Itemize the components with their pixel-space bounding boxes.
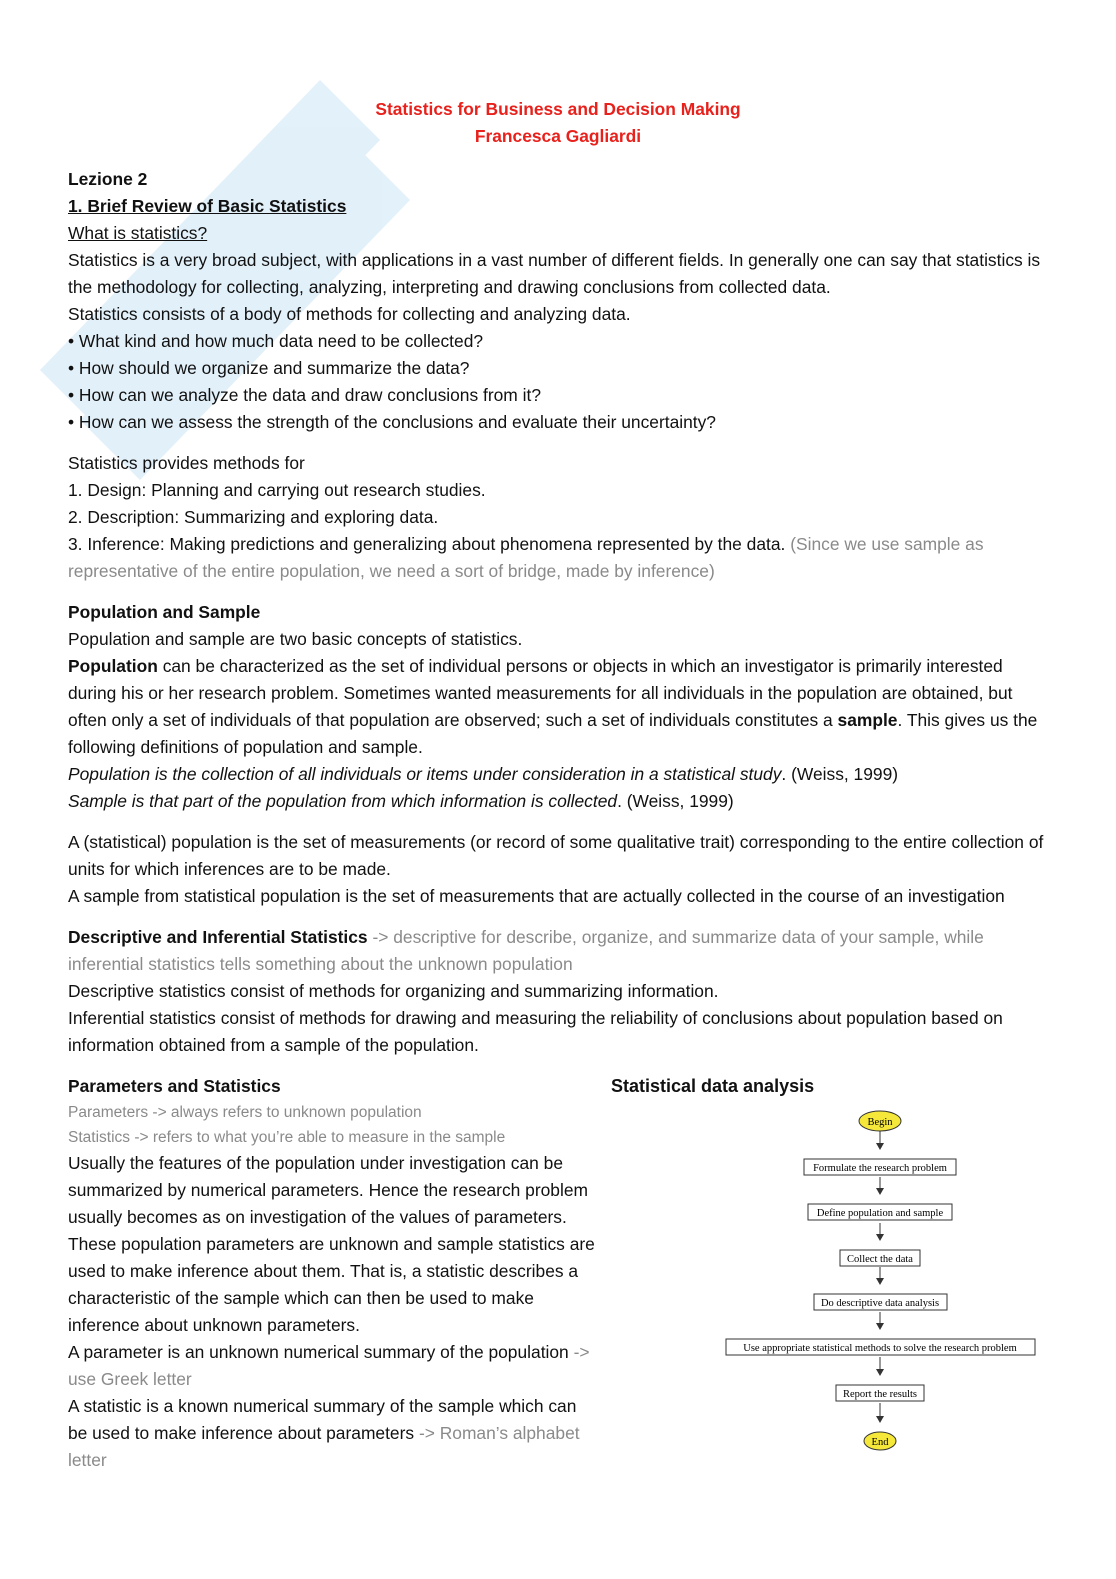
parameters-column — [68, 1073, 596, 1474]
statistic-definition-text: A statistic is a known numerical summary of the sample which can be used to make inference about parameters — [68, 1396, 577, 1443]
lesson-label: Lezione 2 — [68, 169, 148, 189]
flow-step-label: Define population and sample — [816, 1208, 944, 1219]
statistical-population-paragraph: A (statistical) population is the set of measurements (or record of some qualitative trait) corresponding to the entire collection of units for which inferences are to be made. — [68, 832, 1044, 879]
descriptive-note: -> descriptive for describe, organize, and summarize data of your sample, while inferential statistics tells something about the unknown population — [68, 927, 984, 974]
flow-step-label: Formulate the research problem — [813, 1163, 947, 1174]
methods-intro: Statistics provides methods for — [68, 453, 305, 473]
document-title: Statistics for Business and Decision Making — [375, 99, 741, 119]
bullet-item: • How can we analyze the data and draw conclusions from it? — [68, 385, 541, 405]
method-item: 1. Design: Planning and carrying out research studies. — [68, 480, 486, 500]
parameter-note: -> use Greek letter — [68, 1342, 590, 1389]
statistic-note: -> Roman’s alphabet letter — [68, 1423, 580, 1470]
population-term: Population — [68, 656, 158, 676]
flow-step-label: Use appropriate statistical methods to solve the research problem — [743, 1343, 1017, 1354]
inference-text: 3. Inference: Making predictions and generalizing about phenomena represented by the data. — [68, 534, 786, 554]
population-heading: Population and Sample — [68, 602, 261, 622]
bullet-item: • How can we assess the strength of the conclusions and evaluate their uncertainty? — [68, 412, 716, 432]
sample-term: sample — [837, 710, 898, 730]
flowchart-title: Statistical data analysis — [611, 1076, 815, 1096]
method-item: 2. Description: Summarizing and exploring data. — [68, 507, 439, 527]
parameter-definition-text: A parameter is an unknown numerical summary of the population — [68, 1342, 569, 1362]
population-end: . This gives us the following definitions of population and sample. — [68, 710, 1038, 757]
definition-ref: . (Weiss, 1999) — [781, 764, 899, 784]
inference-paragraph — [68, 531, 1048, 585]
population-line: Population and sample are two basic concepts of statistics. — [68, 629, 523, 649]
parameter-definition — [68, 1339, 596, 1393]
definition-text: Population is the collection of all individuals or items under consideration in a statistical study — [68, 764, 782, 784]
intro-paragraph: Statistics is a very broad subject, with applications in a vast number of different fields. In generally one can say that statistics is the methodology for collecting, analyzing, interpreting and drawing conclusions from collected data. — [68, 250, 1041, 297]
flow-step-label: Do descriptive data analysis — [820, 1298, 940, 1309]
population-text: can be characterized as the set of individual persons or objects in which an investigator is primarily interested during his or her research problem. Sometimes wanted measurements for all individuals in the population are obtained, but often only a set of individuals of that population are observed; such a set of individuals constitutes a — [68, 656, 1013, 730]
flow-begin-label: Begin — [867, 1117, 893, 1128]
flowchart-column — [611, 1073, 1048, 1448]
two-column-section — [68, 1073, 1048, 1473]
parameters-heading: Parameters and Statistics — [68, 1076, 281, 1096]
flow-end-label: End — [871, 1437, 889, 1448]
parameters-note: Parameters -> always refers to unknown population — [68, 1104, 422, 1121]
descriptive-heading: Descriptive and Inferential Statistics — [68, 927, 368, 947]
inference-note: (Since we use sample as representative of the entire population, we need a sort of bridge, made by inference) — [68, 534, 984, 581]
bullet-item: • How should we organize and summarize the data? — [68, 358, 470, 378]
statistical-sample-paragraph: A sample from statistical population is the set of measurements that are actually collected in the course of an investigation — [68, 886, 1005, 906]
flowchart — [611, 1097, 1048, 1457]
definition-sample — [68, 788, 1048, 815]
section-heading: 1. Brief Review of Basic Statistics — [68, 196, 347, 216]
parameters-body: Usually the features of the population under investigation can be summarized by numerical parameters. Hence the research problem usually becomes as on investigation of the values of parameters. These population parameters are unknown and sample statistics are used to make inference about them. That is, a statistic describes a characteristic of the sample which can then be used to make inference about unknown parameters. — [68, 1153, 595, 1335]
inferential-paragraph: Inferential statistics consist of methods for drawing and measuring the reliability of conclusions about population based on information obtained from a sample of the population. — [68, 1008, 1003, 1055]
flow-step-label: Collect the data — [847, 1254, 913, 1265]
subheading: What is statistics? — [68, 223, 208, 243]
consists-paragraph: Statistics consists of a body of methods for collecting and analyzing data. — [68, 304, 631, 324]
descriptive-paragraph: Descriptive statistics consist of methods for organizing and summarizing information. — [68, 981, 719, 1001]
definition-ref: . (Weiss, 1999) — [617, 791, 734, 811]
definition-text: Sample is that part of the population from which information is collected — [68, 791, 618, 811]
bullet-item: • What kind and how much data need to be collected? — [68, 331, 484, 351]
statistics-note: Statistics -> refers to what you’re able to measure in the sample — [68, 1129, 506, 1146]
population-paragraph — [68, 653, 1048, 761]
flow-step-label: Report the results — [842, 1389, 918, 1400]
statistic-definition — [68, 1393, 596, 1474]
document-author: Francesca Gagliardi — [474, 126, 642, 146]
descriptive-heading-line — [68, 924, 1048, 978]
definition-population — [68, 761, 1048, 788]
